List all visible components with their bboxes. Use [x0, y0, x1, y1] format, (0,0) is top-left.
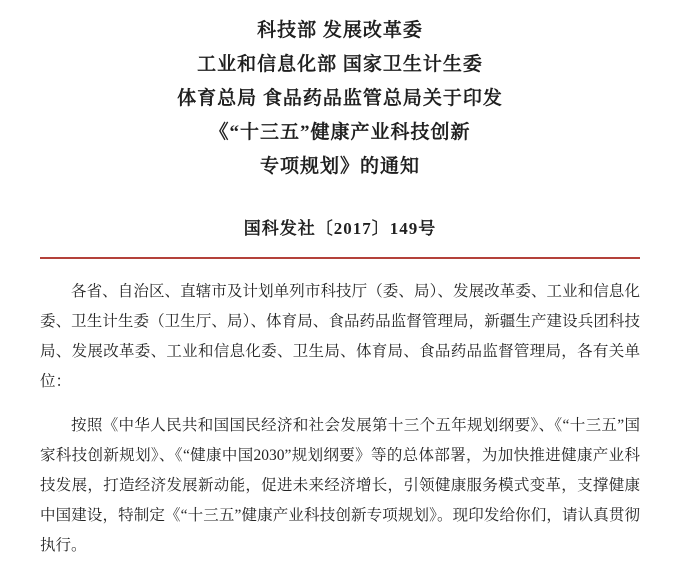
title-line-1: 科技部 发展改革委 [257, 20, 423, 41]
red-divider-rule [40, 257, 640, 259]
title-line-3: 体育总局 食品药品监管总局关于印发 [177, 88, 503, 109]
paragraph-notice: 按照《中华人民共和国国民经济和社会发展第十三个五年规划纲要》、《“十三五”国家科技创新规划》、《“健康中国2030”规划纲要》等的总体部署，为加快推进健康产业科技发展，打造经济发展新动能，促进未来经济增长，引领健康服务模式变革，支撑健康中国建设，特制定《“十三五”健康产业科技创新专项规划》。现印发给你们，请认真贯彻执行。 [40, 417, 640, 554]
title-line-4: 《“十三五”健康产业科技创新 [209, 122, 471, 143]
title-line-2: 工业和信息化部 国家卫生计生委 [197, 54, 483, 75]
document-title [40, 0, 640, 184]
paragraph-recipients: 各省、自治区、直辖市及计划单列市科技厅（委、局）、发展改革委、工业和信息化委、卫生计生委（卫生厅、局）、体育局、食品药品监督管理局，新疆生产建设兵团科技局、发展改革委、工业和信息化委、卫生局、体育局、食品药品监督管理局，各有关单位： [40, 283, 640, 390]
title-line-5: 专项规划》的通知 [259, 156, 420, 177]
document-body [40, 277, 640, 561]
document-number: 国科发社〔2017〕149号 [243, 219, 437, 238]
